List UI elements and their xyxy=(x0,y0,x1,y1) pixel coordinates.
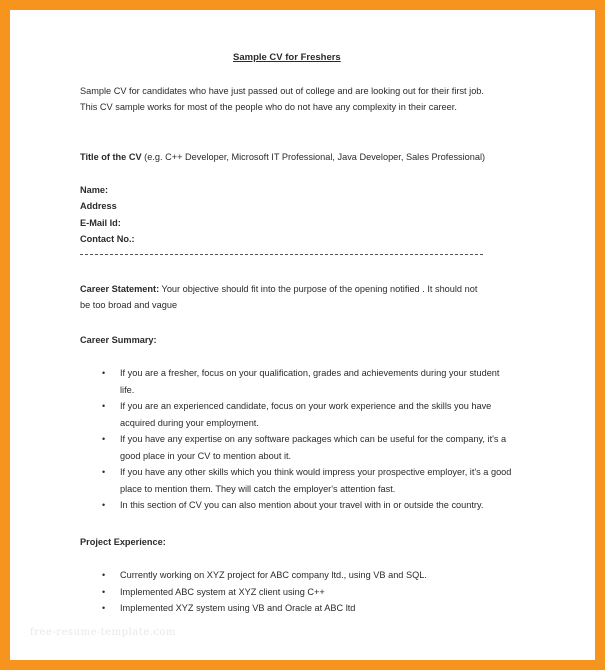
bullet-icon: • xyxy=(102,401,106,411)
field-email: E-Mail Id: xyxy=(80,218,121,228)
cv-title-line xyxy=(80,149,485,166)
separator-text xyxy=(80,242,116,259)
list-item: • In this section of CV you can also mention about your travel with in or outside the country. xyxy=(80,497,560,514)
list-item: • If you have any other skills which you think would impress your prospective employer, it's a good place to mention them. They will catch the employer's attention fast. xyxy=(80,464,515,497)
list-item: • Implemented XYZ system using VB and Oracle at ABC ltd xyxy=(80,600,510,617)
list-item: • If you are an experienced candidate, focus on your work experience and the skills you have acquired during your employment. xyxy=(80,398,500,431)
bullet-icon: • xyxy=(102,368,106,378)
list-item: • If you have any expertise on any software packages which can be useful for the company, it's a good place in your CV to mention about it. xyxy=(80,431,515,464)
intro-line-2: This CV sample works for most of the people who do not have any complexity in their career. xyxy=(80,102,457,112)
project-experience-list xyxy=(80,567,510,617)
intro-line-1: Sample CV for candidates who have just passed out of college and are looking out for their first job. xyxy=(80,86,484,96)
cv-title-label: Title of the CV xyxy=(80,152,142,162)
bullet-icon: • xyxy=(102,467,106,477)
career-summary-heading: Career Summary: xyxy=(80,335,157,345)
career-statement-label: Career Statement: xyxy=(80,284,160,294)
separator-rule xyxy=(80,254,483,255)
list-item: • Implemented ABC system at XYZ client using C++ xyxy=(80,584,510,601)
career-statement-line-2: be too broad and vague xyxy=(80,300,178,310)
document-title: Sample CV for Freshers xyxy=(233,52,341,63)
bullet-icon: • xyxy=(102,500,106,510)
field-name: Name: xyxy=(80,185,109,195)
cv-title-example: (e.g. C++ Developer, Microsoft IT Professional, Java Developer, Sales Professional) xyxy=(141,152,486,162)
project-experience-heading: Project Experience: xyxy=(80,537,166,547)
career-statement-line-1 xyxy=(80,281,477,298)
field-address: Address xyxy=(80,201,117,211)
bullet-icon: • xyxy=(102,586,106,597)
bullet-icon: • xyxy=(102,603,106,613)
field-contact: Contact No.: xyxy=(80,234,135,244)
list-item: • Currently working on XYZ project for ABC company ltd., using VB and SQL. xyxy=(80,567,510,584)
bullet-icon: • xyxy=(102,434,106,444)
bullet-icon: • xyxy=(102,570,106,580)
career-summary-list xyxy=(80,365,510,514)
document-page xyxy=(10,10,595,660)
list-item: • If you are a fresher, focus on your qualification, grades and achievements during your student life. xyxy=(80,365,500,398)
watermark: free-resume-template.com xyxy=(30,627,176,638)
career-statement-text-1: Your objective should fit into the purpose of the opening notified . It should not xyxy=(159,284,478,294)
